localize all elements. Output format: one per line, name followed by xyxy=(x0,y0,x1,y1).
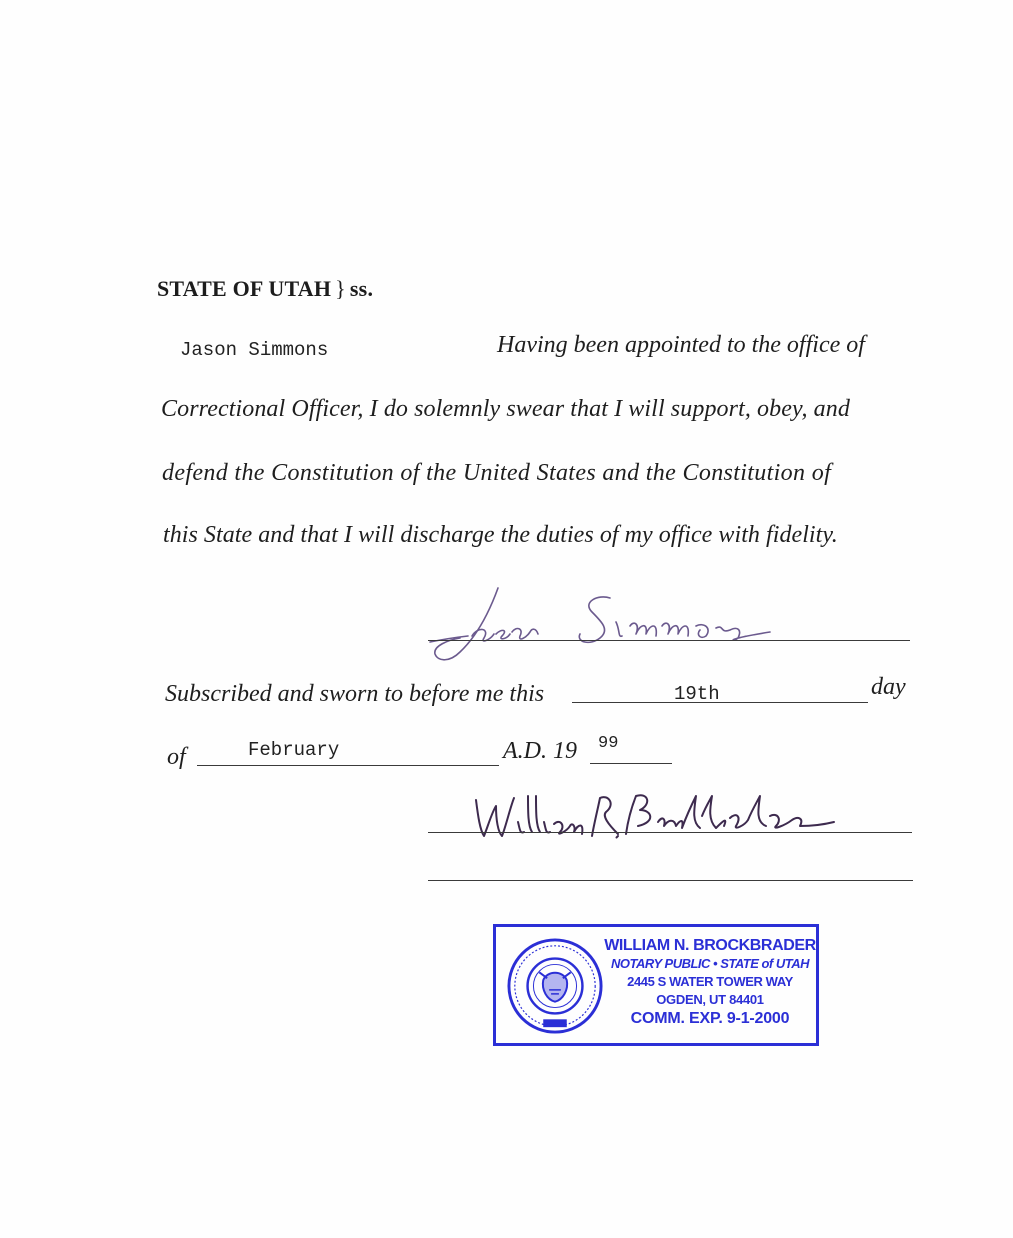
jurat-subscribed-text: Subscribed and sworn to before me this xyxy=(165,681,545,707)
stamp-commission: COMM. EXP. 9-1-2000 xyxy=(630,1010,790,1027)
jurat-of-label: of xyxy=(167,744,186,770)
stamp-notary-name: WILLIAM N. BROCKBRADER xyxy=(604,937,816,954)
oath-line-4: this State and that I will discharge the duties of my office with fidelity. xyxy=(163,522,838,548)
jurat-day-label: day xyxy=(871,674,906,700)
stamp-text-block xyxy=(604,937,816,1028)
venue-heading xyxy=(157,276,373,302)
venue-ss: ss. xyxy=(349,276,374,301)
oath-line-2: Correctional Officer, I do solemnly swear that I will support, obey, and xyxy=(161,396,850,422)
jurat-day-value: 19th xyxy=(674,683,720,705)
stamp-address: 2445 S WATER TOWER WAY xyxy=(627,974,793,989)
affiant-signature-line xyxy=(428,640,910,641)
state-seal-icon xyxy=(506,937,604,1035)
affiant-signature xyxy=(420,580,780,670)
notary-stamp xyxy=(493,924,819,1046)
venue-state: STATE OF UTAH xyxy=(157,276,332,301)
day-blank-line xyxy=(572,702,868,703)
oath-line-1: Having been appointed to the office of xyxy=(497,332,865,358)
stamp-title: NOTARY PUBLIC • STATE of UTAH xyxy=(610,956,810,971)
jurat-year-value: 99 xyxy=(598,734,619,753)
notary-signature xyxy=(466,786,846,846)
notary-signature-line xyxy=(428,832,912,833)
stamp-city: OGDEN, UT 84401 xyxy=(656,992,764,1007)
jurat-ad-label: A.D. 19 xyxy=(503,738,577,764)
oath-line-3: defend the Constitution of the United States and the Constitution of xyxy=(162,460,832,486)
venue-brace: } xyxy=(335,276,346,301)
typed-officer-name: Jason Simmons xyxy=(180,339,329,361)
notary-second-line xyxy=(428,880,913,881)
month-blank-line xyxy=(197,765,499,766)
year-blank-line xyxy=(590,763,672,764)
jurat-month-value: February xyxy=(248,739,340,761)
